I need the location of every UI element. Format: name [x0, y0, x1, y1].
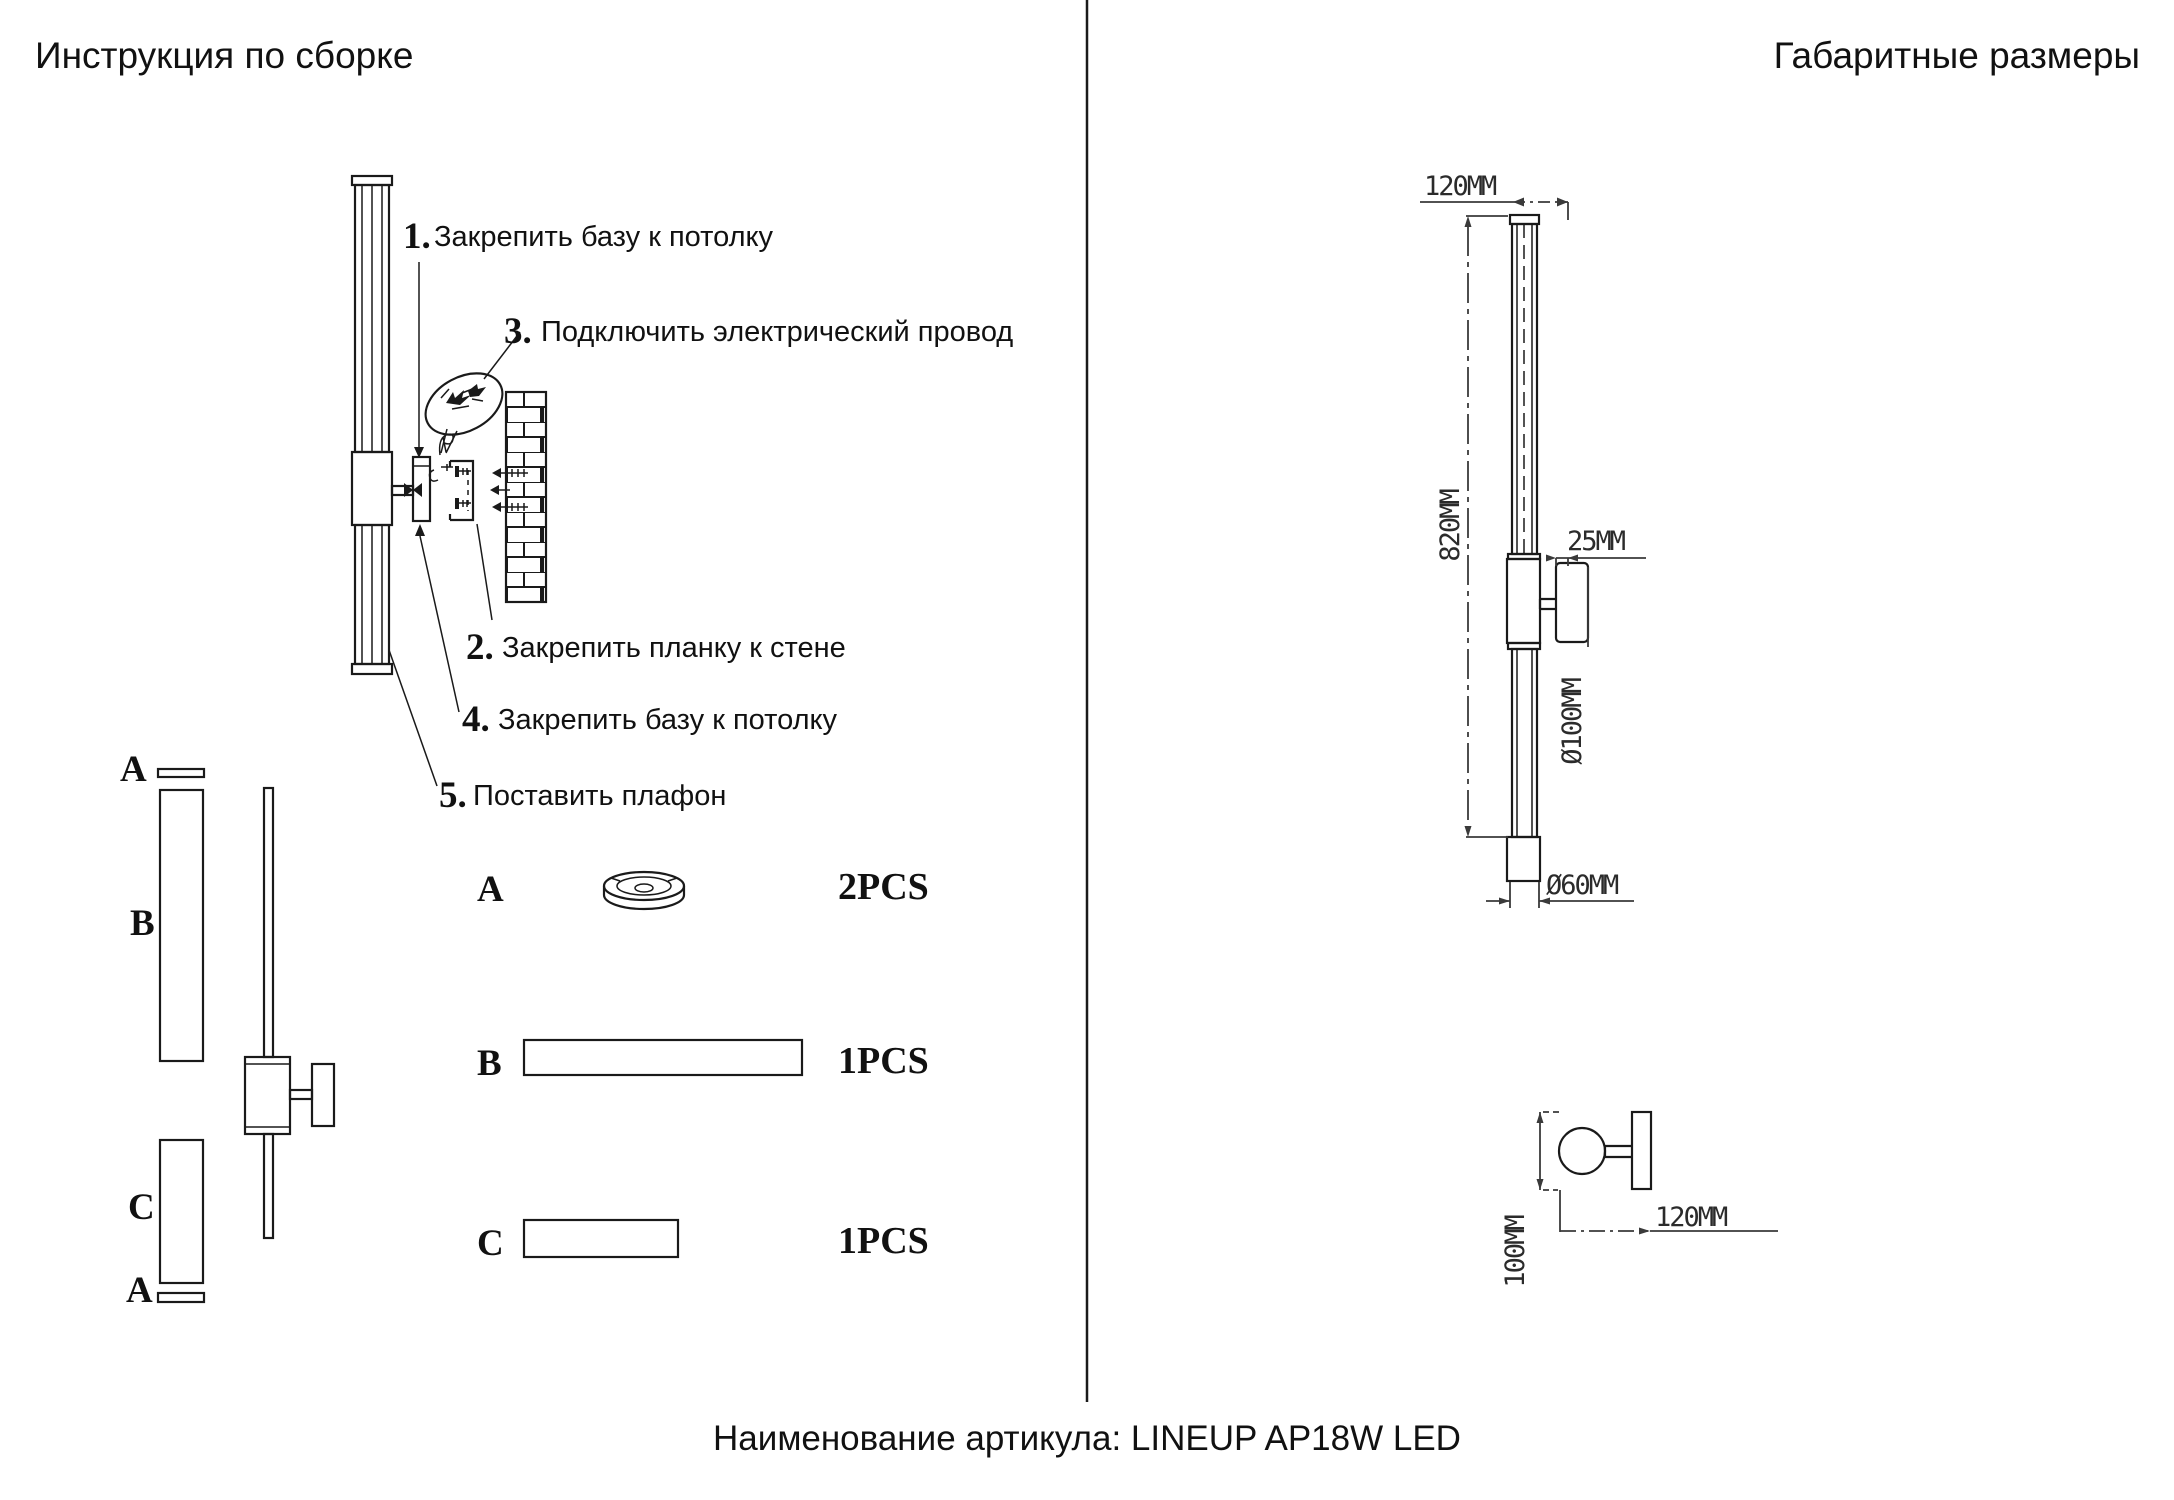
dim-label: 25MM — [1567, 526, 1625, 557]
tube-b-part — [160, 790, 203, 1061]
parts-list-row — [477, 866, 929, 910]
part-key: A — [477, 869, 504, 910]
part-label-b: B — [130, 903, 155, 944]
lamp-core-part — [245, 788, 334, 1238]
exploded-view — [120, 749, 334, 1311]
ring-part-side — [158, 769, 204, 777]
part-qty: 1PCS — [838, 1040, 929, 1082]
part-label-c: C — [128, 1187, 155, 1228]
dim-100mm-diameter — [1557, 567, 1588, 765]
assembly-title: Инструкция по сборке — [35, 35, 414, 76]
ring-part-icon — [604, 872, 684, 909]
step-5 — [439, 775, 726, 816]
dim-label: 820MM — [1435, 490, 1466, 562]
step-2 — [466, 627, 846, 668]
step-4 — [462, 699, 838, 740]
part-key: B — [477, 1043, 502, 1084]
tube-c-part — [160, 1140, 203, 1283]
step-number: 5. — [439, 775, 467, 816]
wire-nut-icon — [441, 384, 486, 409]
dim-100mm-side — [1500, 1112, 1560, 1288]
assembly-panel — [35, 35, 1013, 1311]
brick-wall — [506, 392, 546, 602]
dim-label: 120MM — [1655, 1202, 1727, 1233]
step-label: Закрепить планку к стене — [502, 632, 846, 664]
step-1 — [403, 216, 774, 257]
dim-label: 100MM — [1500, 1216, 1531, 1288]
ring-part-side — [158, 1293, 204, 1302]
tube-part-icon — [524, 1220, 678, 1257]
part-qty: 1PCS — [838, 1220, 929, 1262]
step-number: 1. — [403, 216, 431, 257]
part-label-a-bottom: A — [126, 1270, 153, 1311]
lamp-top-view-drawing — [1559, 1112, 1651, 1189]
dim-60mm-diameter — [1486, 870, 1634, 908]
bracket-screw-icon — [455, 498, 471, 509]
parts-list-row — [477, 1040, 929, 1084]
parts-list — [477, 866, 929, 1264]
dim-label: 120MM — [1424, 171, 1496, 202]
dim-120mm-side — [1560, 1190, 1778, 1235]
dimensions-title: Габаритные размеры — [1773, 35, 2140, 76]
wall-lamp-front-drawing — [352, 176, 392, 674]
dim-25mm-bracket — [1546, 526, 1646, 566]
wall-bracket-drawing — [430, 461, 474, 520]
step-label: Закрепить базу к потолку — [434, 221, 774, 253]
dim-120mm-top — [1420, 171, 1568, 220]
step-number: 2. — [466, 627, 494, 668]
mounting-plate-drawing — [392, 457, 430, 521]
step-number: 4. — [462, 699, 490, 740]
step-label: Закрепить базу к потолку — [498, 704, 838, 736]
dim-label: Ø60MM — [1546, 870, 1618, 901]
tube-part-icon — [524, 1040, 802, 1075]
dimensions-panel — [1420, 35, 2140, 1288]
part-label-a-top: A — [120, 749, 147, 790]
dim-820mm-height — [1435, 216, 1508, 837]
bracket-screw-icon — [455, 466, 471, 477]
part-key: C — [477, 1223, 504, 1264]
article-caption: Наименование артикула: LINEUP AP18W LED — [713, 1419, 1461, 1458]
step-number: 3. — [504, 311, 532, 352]
step-label: Подключить электрический провод — [541, 316, 1014, 348]
screw-hook-glyph — [430, 464, 454, 481]
step-label: Поставить плафон — [473, 780, 727, 812]
part-qty: 2PCS — [838, 866, 929, 908]
parts-list-row — [477, 1220, 929, 1264]
step-3 — [504, 311, 1013, 352]
dim-label: Ø100MM — [1557, 679, 1588, 765]
wire-balloon — [415, 361, 513, 455]
